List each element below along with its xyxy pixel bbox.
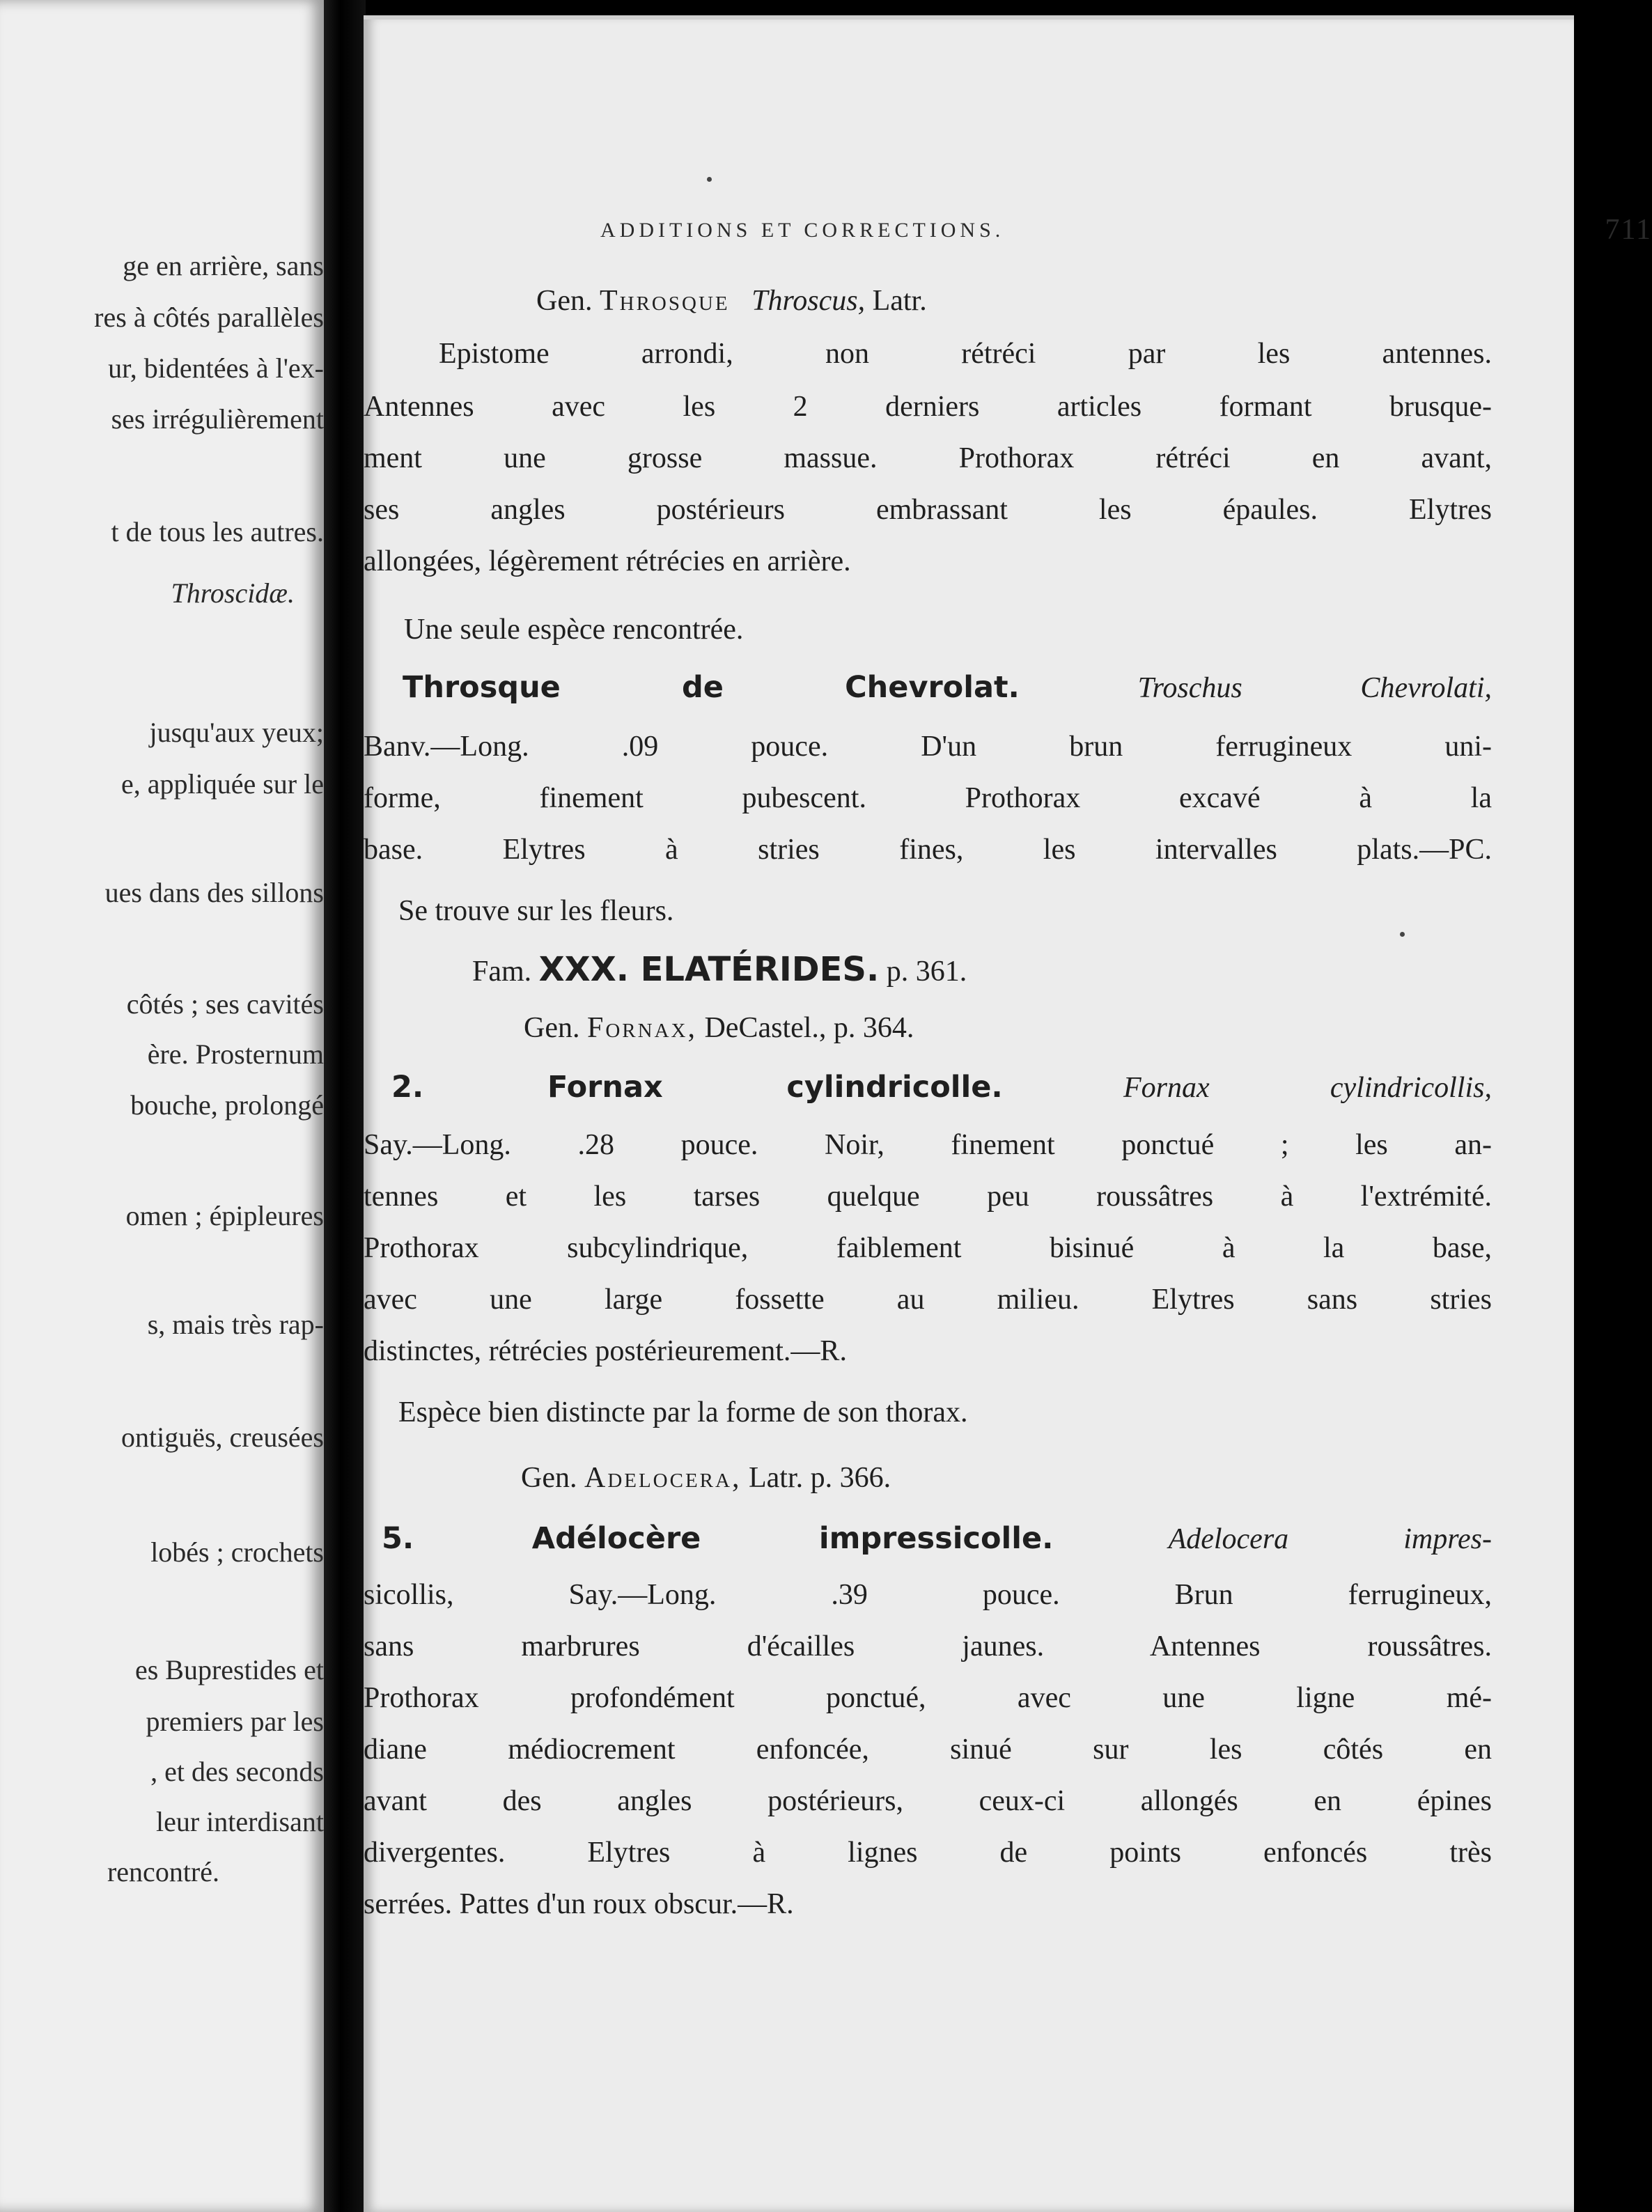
left-line-5: t de tous les autres. (111, 516, 324, 547)
left-line-4: ses irrégulièrement (111, 403, 324, 435)
page-number: 711 (1605, 214, 1652, 246)
left-line-14: s, mais très rap- (147, 1309, 324, 1340)
paragraph-line: allongées, légèrement rétrécies en arrière. (364, 545, 851, 577)
species-latin: Troschus Chevrolati, (1137, 672, 1493, 704)
paragraph-line: divergentes. Elytres à lignes de points enfoncés très (364, 1837, 1492, 1869)
left-line-18: premiers par les (146, 1706, 324, 1737)
paragraph-line: tennes et les tarses quelque peu roussâtres à l'extrémité. (364, 1181, 1492, 1213)
paragraph-line: diane médiocrement enfoncée, sinué sur les côtés en (364, 1734, 1492, 1766)
species-entry-3 (382, 1521, 1492, 1556)
left-line-21: rencontré. (107, 1856, 219, 1887)
page-edge (364, 15, 1574, 20)
left-line-6: Throscidæ. (171, 577, 295, 609)
left-line-17: es Buprestides et (134, 1654, 324, 1685)
genus-name: Adelocera, (584, 1462, 742, 1494)
paragraph-line: Say.—Long. .28 pouce. Noir, finement ponctué ; les an- (364, 1129, 1492, 1161)
paragraph-line: base. Elytres à stries fines, les intervalles plats.—PC. (364, 834, 1492, 866)
species-name: 5. Adélocère impressicolle. (382, 1521, 1054, 1556)
genus-author: Latr. (872, 285, 927, 317)
left-line-2: res à côtés parallèles (94, 302, 324, 333)
species-latin: Fornax cylindricollis, (1123, 1072, 1492, 1104)
genus-rest: Latr. p. 366. (748, 1462, 891, 1494)
paragraph-line: serrées. Pattes d'un roux obscur.—R. (364, 1888, 794, 1920)
running-header (600, 214, 1652, 246)
paragraph-line: ses angles postérieurs embrassant les épaules. Elytres (364, 494, 1492, 526)
paragraph-line: sicollis, Say.—Long. .39 pouce. Brun ferrugineux, (364, 1579, 1492, 1611)
left-line-1: ge en arrière, sans (123, 250, 324, 281)
paragraph-line: forme, finement pubescent. Prothorax excavé à la (364, 782, 1492, 814)
book-gutter (324, 0, 366, 2212)
paragraph: Se trouve sur les fleurs. (398, 895, 674, 927)
ink-speck (707, 177, 712, 182)
left-line-11: ère. Prosternum (147, 1038, 324, 1070)
family-page: p. 361. (886, 956, 967, 988)
paragraph: Une seule espèce rencontrée. (404, 614, 744, 646)
family-heading (472, 950, 967, 989)
genus-heading (536, 284, 927, 318)
left-line-7: jusqu'aux yeux; (149, 717, 324, 748)
left-line-8: e, appliquée sur le (121, 768, 324, 800)
left-line-9: ues dans des sillons (104, 877, 324, 908)
gen-prefix: Gen. (536, 285, 593, 317)
left-page (0, 0, 324, 2212)
left-line-19: , et des seconds (150, 1756, 324, 1787)
left-line-12: bouche, prolongé (130, 1089, 324, 1121)
paragraph-line: Banv.—Long. .09 pouce. D'un brun ferrugineux uni- (364, 731, 1492, 763)
paragraph-line: ment une grosse massue. Prothorax rétréci en avant, (364, 442, 1492, 474)
paragraph-line: distinctes, rétrécies postérieurement.—R. (364, 1335, 847, 1367)
gen-prefix: Gen. (524, 1012, 580, 1044)
paragraph: Espèce bien distincte par la forme de son thorax. (398, 1396, 968, 1428)
paragraph-line: Epistome arrondi, non rétréci par les antennes. (439, 338, 1492, 370)
left-line-20: leur interdisant (155, 1806, 324, 1837)
family-name: XXX. ELATÉRIDES. (538, 950, 880, 989)
paragraph-line: Prothorax profondément ponctué, avec une ligne mé- (364, 1682, 1492, 1714)
gen-prefix: Gen. (521, 1462, 577, 1494)
paragraph-line: sans marbrures d'écailles jaunes. Antennes roussâtres. (364, 1630, 1492, 1662)
genus-latin: Throscus, (751, 285, 866, 317)
left-line-16: lobés ; crochets (150, 1536, 324, 1568)
genus-name: Throsque (599, 285, 730, 317)
left-line-3: ur, bidentées à l'ex- (108, 352, 324, 384)
left-line-15: ontiguës, creusées (120, 1422, 324, 1453)
paragraph-line: avec une large fossette au milieu. Elytres sans stries (364, 1284, 1492, 1316)
left-line-13: omen ; épipleures (125, 1200, 324, 1231)
species-name: Throsque de Chevrolat. (403, 670, 1020, 705)
genus-heading (521, 1461, 891, 1495)
fam-prefix: Fam. (472, 956, 532, 988)
header-title: ADDITIONS ET CORRECTIONS. (600, 219, 1005, 242)
paragraph-line: Antennes avec les 2 derniers articles formant brusque- (364, 391, 1492, 423)
species-entry-2 (391, 1070, 1492, 1105)
genus-rest: DeCastel., p. 364. (704, 1012, 914, 1044)
genus-heading (524, 1011, 914, 1045)
species-name: 2. Fornax cylindricolle. (391, 1070, 1003, 1105)
genus-name: Fornax, (586, 1012, 697, 1044)
ink-speck (1400, 932, 1405, 937)
species-latin: Adelocera impres- (1168, 1523, 1493, 1555)
paragraph-line: Prothorax subcylindrique, faiblement bisinué à la base, (364, 1232, 1492, 1264)
paragraph-line: avant des angles postérieurs, ceux-ci allongés en épines (364, 1785, 1492, 1817)
left-line-10: côtés ; ses cavités (126, 988, 324, 1020)
right-page (364, 15, 1652, 2212)
species-entry-1 (403, 670, 1492, 705)
